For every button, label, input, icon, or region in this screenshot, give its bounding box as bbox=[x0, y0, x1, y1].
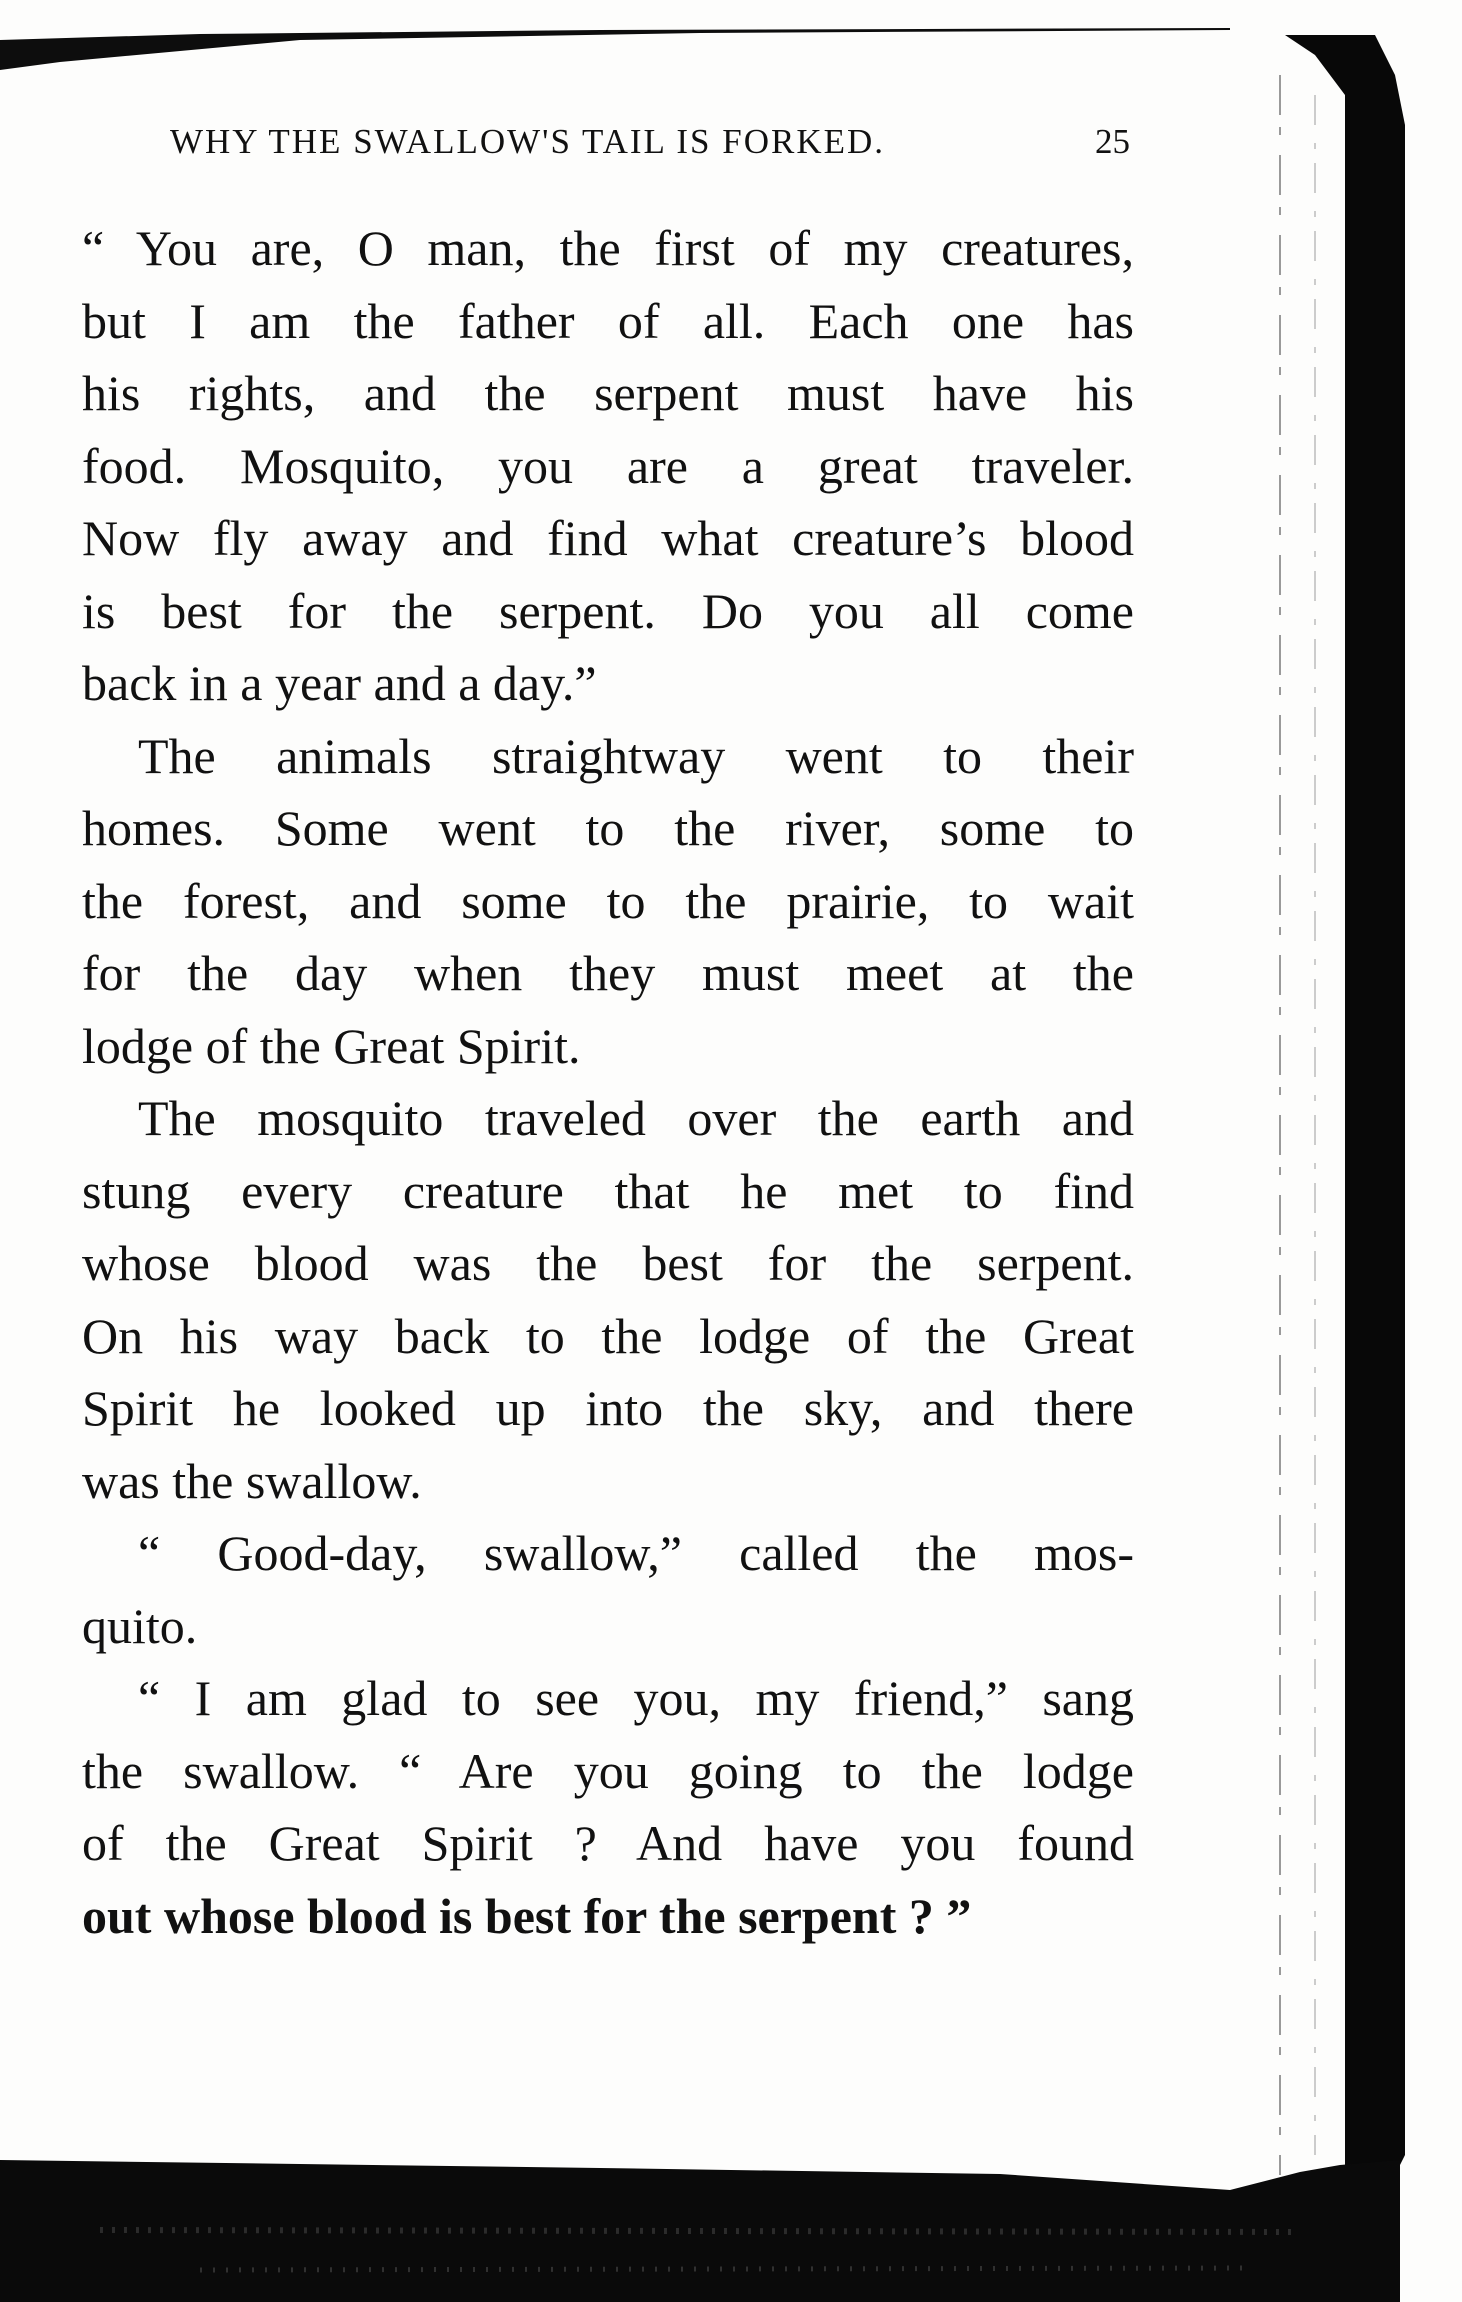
running-header bbox=[170, 122, 1130, 172]
text-line: of the Great Spirit ? And have you found bbox=[82, 1815, 1134, 1871]
text-line: “ I am glad to see you, my friend,” sang bbox=[138, 1670, 1134, 1726]
text-line: On his way back to the lodge of the Great bbox=[82, 1307, 1134, 1364]
paragraph bbox=[82, 720, 1134, 1083]
paragraph bbox=[82, 1082, 1134, 1517]
book-spine-shadow bbox=[1255, 35, 1425, 2215]
paragraph bbox=[82, 1662, 1134, 1952]
paragraph bbox=[82, 212, 1134, 720]
text-line: homes. Some went to the river, some to bbox=[82, 800, 1134, 856]
text-line: whose blood was the best for the serpent. bbox=[82, 1235, 1134, 1291]
text-line: “ Good-day, swallow,” called the mos- bbox=[138, 1525, 1134, 1581]
text-line: Spirit he looked up into the sky, and there bbox=[82, 1380, 1134, 1436]
body-text bbox=[82, 212, 1134, 1952]
page-number: 25 bbox=[1095, 122, 1130, 161]
text-line: is best for the serpent. Do you all come bbox=[82, 582, 1134, 639]
text-line: but I am the father of all. Each one has bbox=[82, 292, 1134, 349]
page-bottom-edge-shadow bbox=[0, 2160, 1462, 2302]
text-line: stung every creature that he met to find bbox=[82, 1162, 1134, 1219]
paragraph bbox=[82, 1517, 1134, 1662]
text-line: lodge of the Great Spirit. bbox=[82, 1017, 581, 1074]
text-line: for the day when they must meet at the bbox=[82, 945, 1134, 1001]
text-line: the swallow. “ Are you going to the lodge bbox=[82, 1742, 1134, 1799]
text-line: quito. bbox=[82, 1597, 198, 1654]
text-line: Now fly away and find what creature’s blood bbox=[82, 510, 1134, 566]
text-line: “ You are, O man, the first of my creatures, bbox=[82, 220, 1134, 276]
text-line: food. Mosquito, you are a great traveler. bbox=[82, 437, 1134, 494]
running-title: WHY THE SWALLOW'S TAIL IS FORKED. bbox=[170, 122, 886, 161]
text-line: was the swallow. bbox=[82, 1452, 422, 1509]
page-top-edge-shadow bbox=[0, 0, 1230, 70]
text-line: The animals straightway went to their bbox=[138, 727, 1134, 784]
text-line: The mosquito traveled over the earth and bbox=[138, 1090, 1134, 1146]
text-line: the forest, and some to the prairie, to wait bbox=[82, 872, 1134, 929]
text-line: back in a year and a day.” bbox=[82, 655, 597, 711]
text-line: out whose blood is best for the serpent ? ” bbox=[82, 1887, 972, 1944]
text-line: his rights, and the serpent must have his bbox=[82, 365, 1134, 421]
